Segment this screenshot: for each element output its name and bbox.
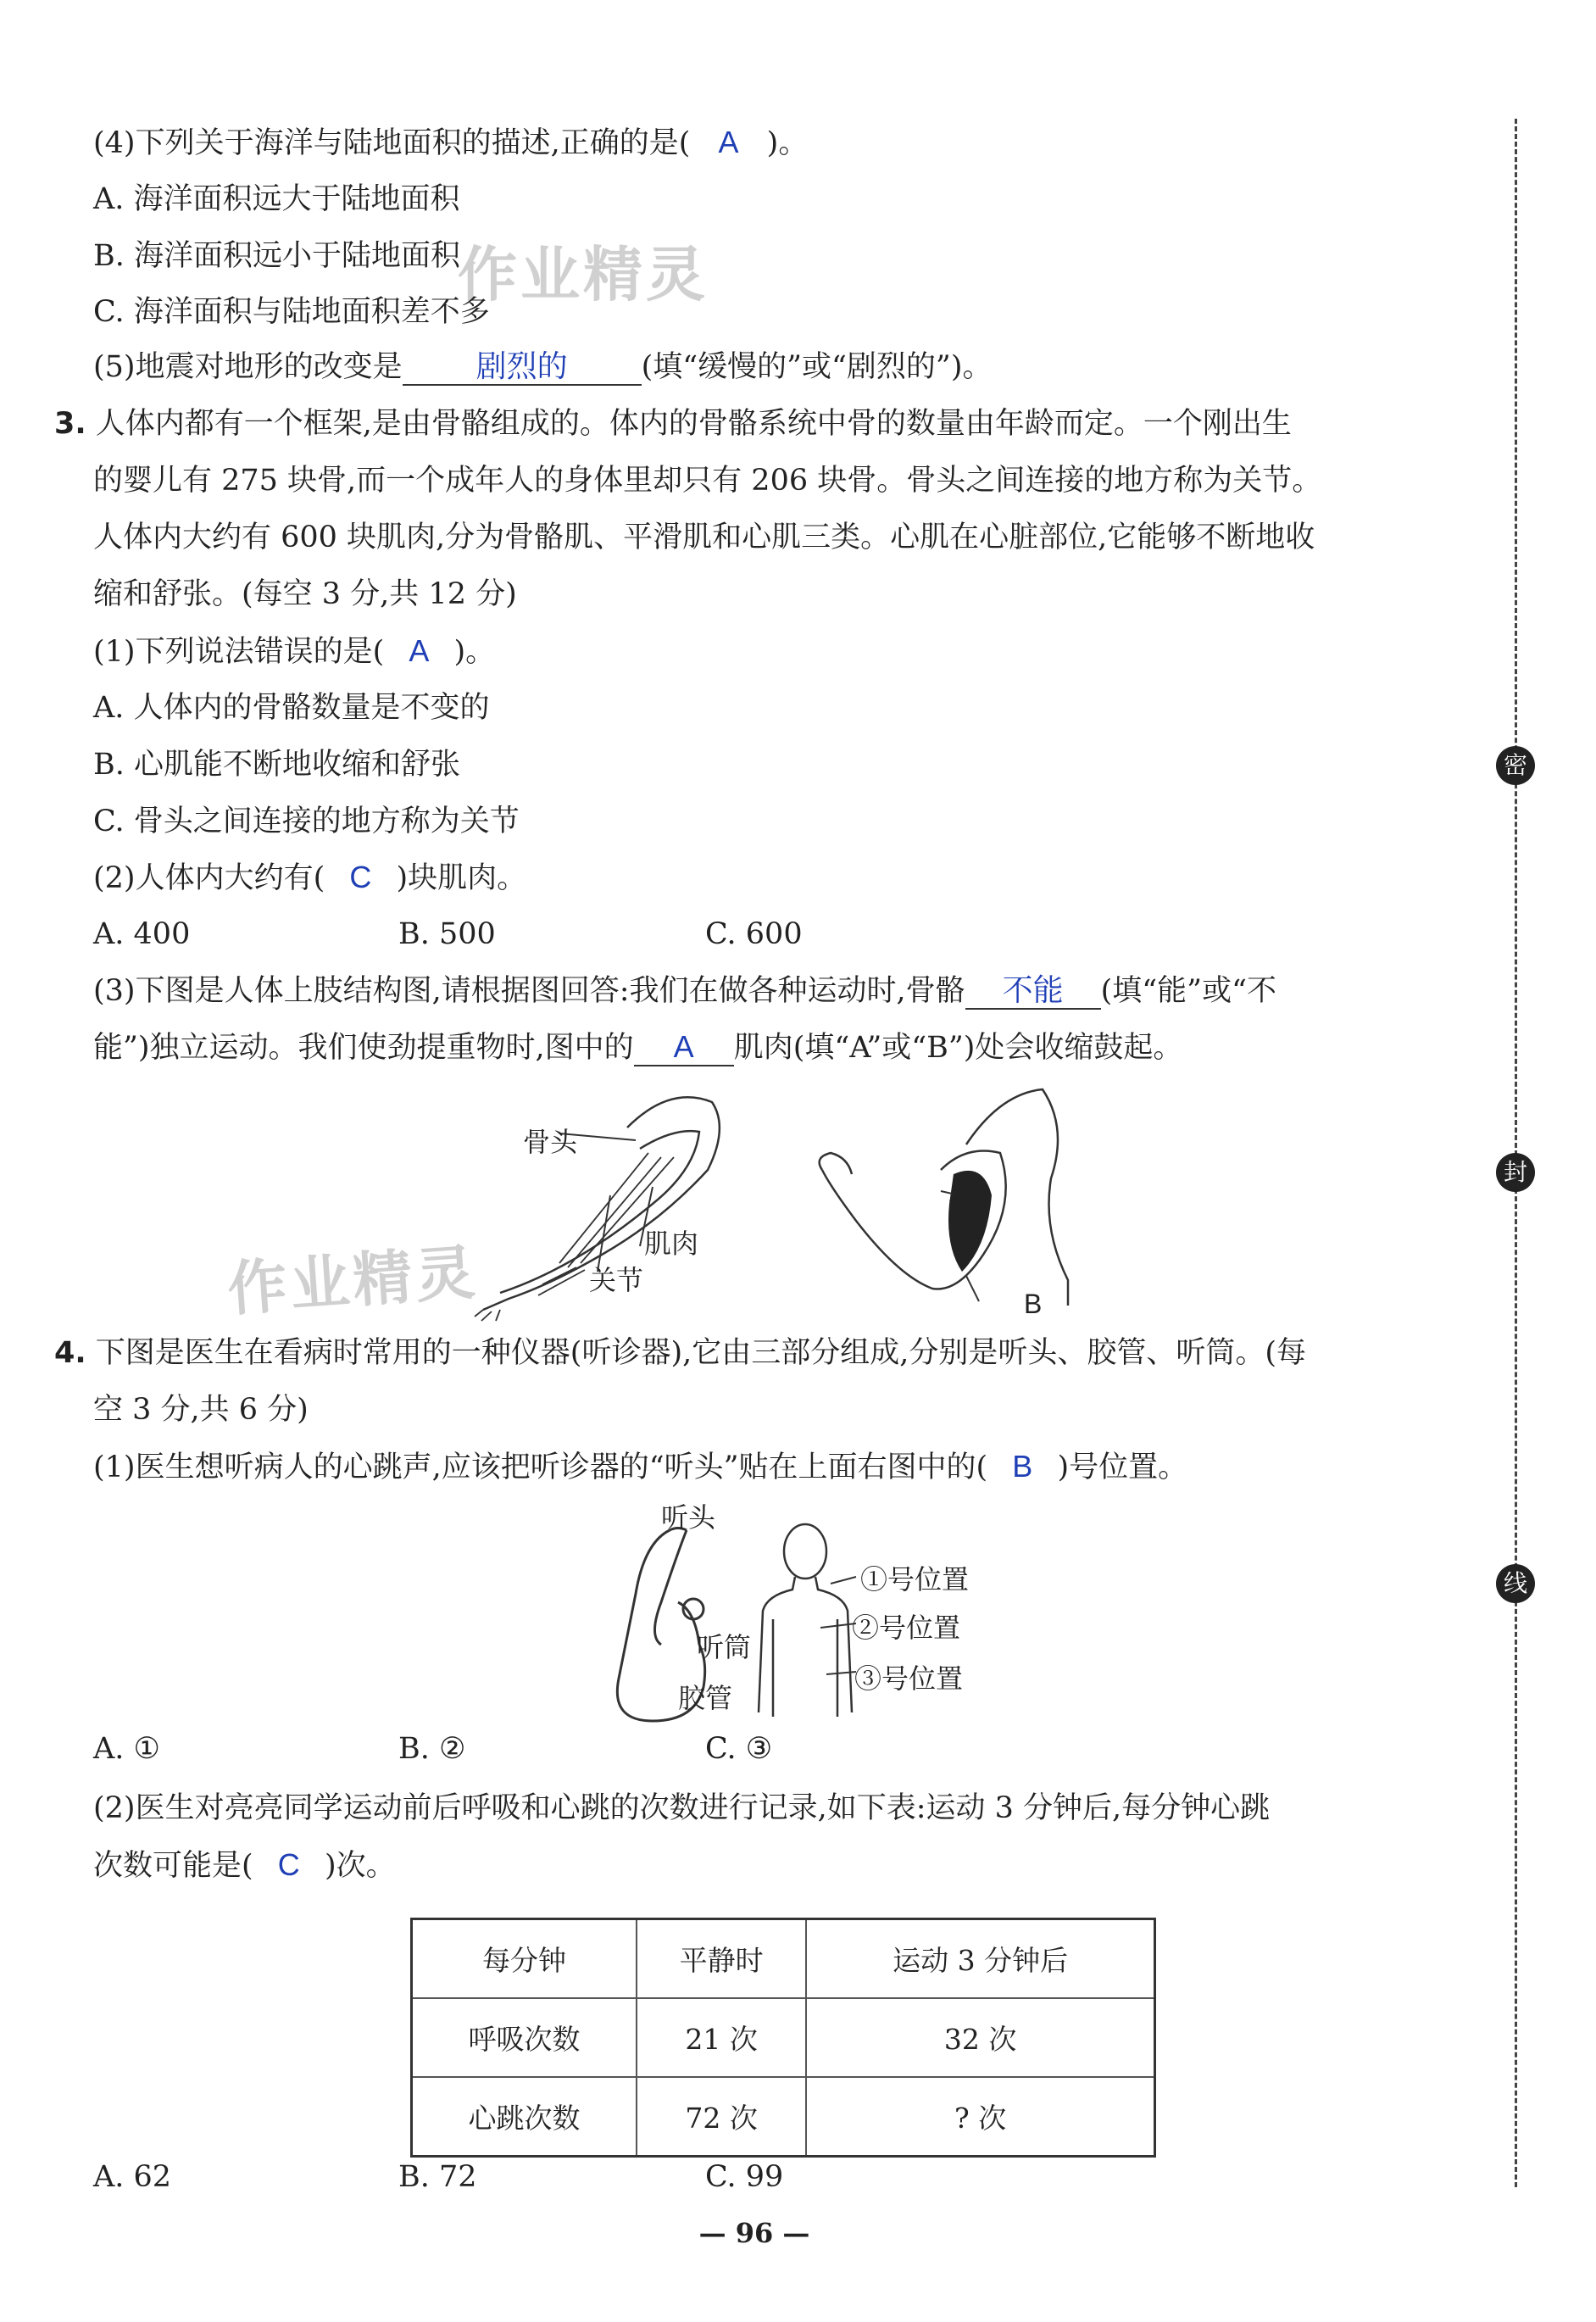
b-leader: [966, 1276, 979, 1301]
flexed-arm-drawing: [820, 1089, 1068, 1306]
figure-label-muscle: 肌肉: [644, 1228, 699, 1260]
q3-line-4: 缩和舒张。(每空 3 分,共 12 分): [93, 577, 517, 611]
figure-label-position-1: ①号位置: [860, 1563, 970, 1595]
table-cell: 72 次: [637, 2077, 806, 2157]
q4-2-answer: C: [277, 1847, 300, 1882]
table-header-cell: 运动 3 分钟后: [806, 1919, 1154, 1999]
page-number: — 96 —: [698, 2217, 810, 2249]
q2-4-option-c: C. 海洋面积与陆地面积差不多: [93, 295, 490, 329]
q2-5-stem: (5)地震对地形的改变是 剧烈的 (填“缓慢的”或“剧烈的”)。: [93, 348, 993, 384]
q4-2-option-c: C. 99: [705, 2160, 784, 2194]
figure-label-position-3: ③号位置: [854, 1662, 964, 1695]
q2-5-blank: [403, 349, 642, 386]
q3-1-option-b: B. 心肌能不断地收缩和舒张: [93, 748, 460, 782]
q2-5-answer: 剧烈的: [475, 348, 568, 383]
q3-3-line-1: (3)下图是人体上肢结构图,请根据图回答:我们在做各种运动时,骨骼 不能 (填“能”或“不: [93, 972, 1276, 1008]
q3-2-option-b: B. 500: [398, 917, 496, 951]
arm-structure-figure: [458, 1077, 1119, 1322]
margin-mark-mi: 密: [1496, 746, 1535, 785]
q2-4-answer: A: [718, 125, 739, 159]
q4-1-option-c: C. ③: [705, 1732, 773, 1766]
q3-3-answer-1: 不能: [1002, 972, 1064, 1007]
q3-line-3: 人体内大约有 600 块肌肉,分为骨骼肌、平滑肌和心肌三类。心肌在心脏部位,它能够不断地收: [93, 521, 1315, 554]
q2-4-option-a: A. 海洋面积远大于陆地面积: [93, 182, 460, 216]
table-header-row: [412, 1919, 1155, 1999]
q3-1-stem: (1)下列说法错误的是( A )。: [93, 633, 496, 669]
pos3-leader: [826, 1672, 856, 1674]
figure-label-b: B: [1024, 1289, 1043, 1319]
q4-line-1: 4. 下图是医生在看病时常用的一种仪器(听诊器),它由三部分组成,分别是听头、胶管、听筒。(每: [54, 1336, 1307, 1370]
figure-label-position-2: ②号位置: [852, 1612, 961, 1644]
figure-label-a: A: [949, 1177, 968, 1207]
q2-4-stem: (4)下列关于海洋与陆地面积的描述,正确的是( A )。: [93, 125, 809, 160]
watermark-top: 作业精灵: [458, 240, 709, 309]
margin-mark-feng: 封: [1496, 1153, 1535, 1192]
q3-2-option-c: C. 600: [705, 917, 803, 951]
table-row: [412, 1998, 1155, 2077]
figure-label-tube: 胶管: [678, 1682, 733, 1714]
q3-2-stem: (2)人体内大约有( C )块肌肉。: [93, 860, 527, 895]
margin-mark-xian: 线: [1496, 1564, 1535, 1603]
table-cell: 心跳次数: [412, 2077, 637, 2157]
table-cell: 21 次: [637, 1998, 806, 2077]
table-header-cell: 每分钟: [412, 1919, 637, 1999]
q4-1-answer: B: [1012, 1449, 1033, 1484]
table-row: [412, 2077, 1155, 2157]
watermark-middle: 作业精灵: [225, 1237, 481, 1325]
table-cell: 32 次: [806, 1998, 1154, 2077]
q4-number: 4.: [54, 1336, 86, 1370]
table-cell: ? 次: [806, 2077, 1154, 2157]
q3-3-answer-2: A: [673, 1029, 694, 1064]
heartbeat-record-table: [410, 1918, 1156, 2158]
q2-4-option-b: B. 海洋面积远小于陆地面积: [93, 239, 460, 273]
q3-line-1: 3. 人体内都有一个框架,是由骨骼组成的。体内的骨骼系统中骨的数量由年龄而定。一个刚出生: [54, 407, 1292, 441]
figure-label-earpiece: 听筒: [697, 1631, 752, 1663]
q4-2-line-1: (2)医生对亮亮同学运动前后呼吸和心跳的次数进行记录,如下表:运动 3 分钟后,每分钟心跳: [93, 1791, 1271, 1825]
q4-2-option-a: A. 62: [93, 2160, 172, 2194]
pos1-leader: [831, 1577, 856, 1584]
q4-2-line-2: 次数可能是( C )次。: [93, 1847, 396, 1883]
q3-2-option-a: A. 400: [93, 917, 191, 951]
q3-3-blank-2: [634, 1030, 734, 1066]
table-cell: 呼吸次数: [412, 1998, 637, 2077]
figure-label-bone: 骨头: [523, 1126, 578, 1158]
q4-2-option-b: B. 72: [398, 2160, 477, 2194]
q3-3-line-2: 能”)独立运动。我们使劲提重物时,图中的 A 肌肉(填“A”或“B”)处会收缩鼓起。: [93, 1029, 1183, 1065]
q4-1-option-a: A. ①: [93, 1732, 160, 1766]
q3-1-option-c: C. 骨头之间连接的地方称为关节: [93, 805, 520, 838]
q4-1-stem: (1)医生想听病人的心跳声,应该把听诊器的“听头”贴在上面右图中的( B )号位置。: [93, 1449, 1188, 1484]
q3-2-answer: C: [349, 860, 372, 894]
human-body-outline: [759, 1524, 852, 1717]
q3-line-2: 的婴儿有 275 块骨,而一个成年人的身体里却只有 206 块骨。骨头之间连接的地方称为关节。: [93, 464, 1322, 498]
figure-label-chestpiece-head: 听头: [661, 1501, 716, 1534]
figure-label-joint: 关节: [589, 1264, 644, 1296]
q4-line-2: 空 3 分,共 6 分): [93, 1393, 309, 1427]
q3-3-blank-1: [965, 973, 1101, 1010]
q4-1-option-b: B. ②: [398, 1732, 466, 1766]
q3-number: 3.: [54, 407, 86, 441]
table-header-cell: 平静时: [637, 1919, 806, 1999]
q3-1-answer: A: [409, 633, 430, 668]
q3-1-option-a: A. 人体内的骨骼数量是不变的: [93, 691, 490, 725]
